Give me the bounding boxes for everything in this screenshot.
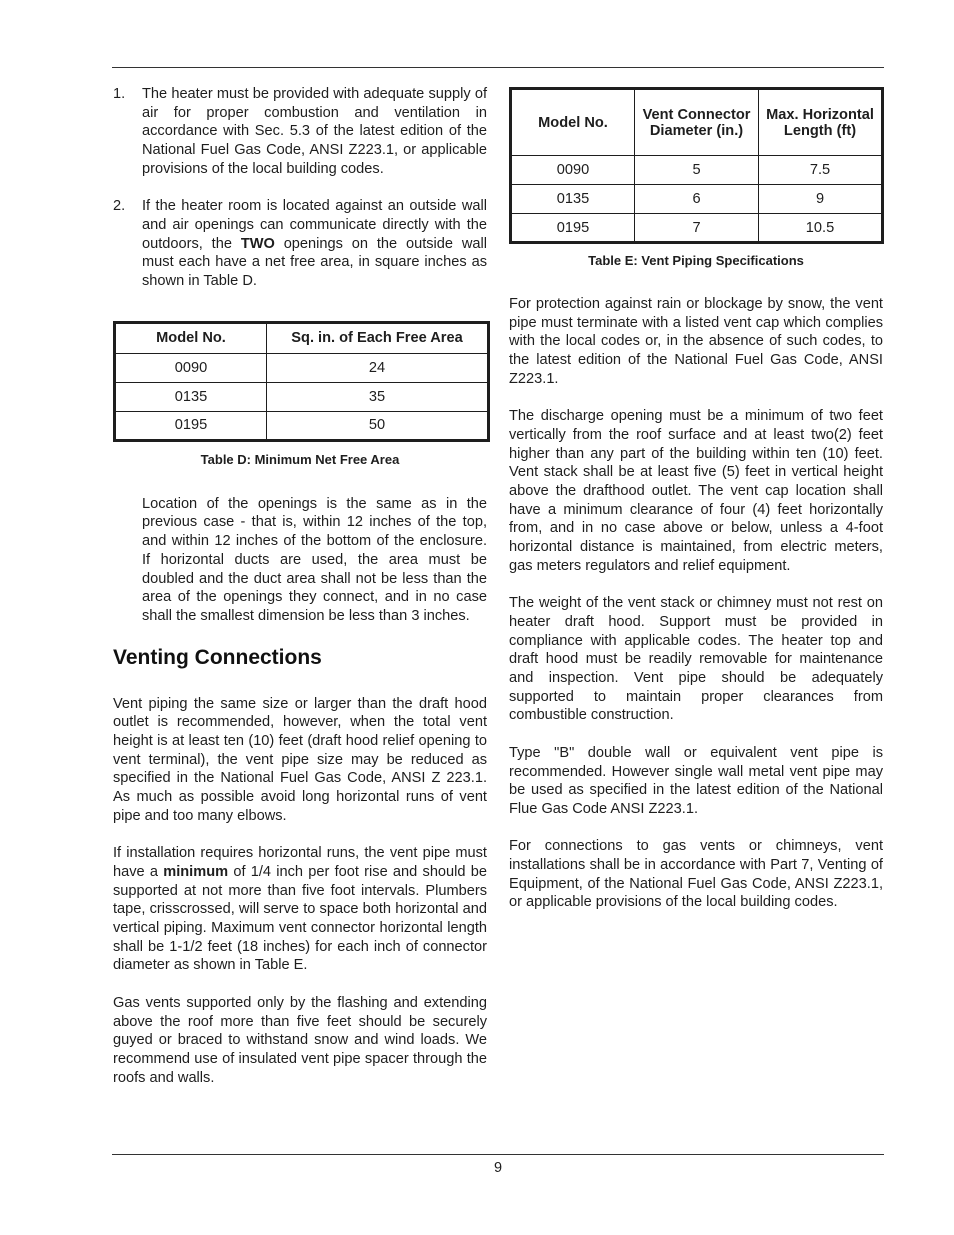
table-e-header-diameter: Vent Connector Diameter (in.) <box>635 89 759 156</box>
table-e-cell: 10.5 <box>759 214 883 243</box>
table-d <box>113 321 490 442</box>
right-paragraph-3: The weight of the vent stack or chimney must not rest on heater draft hood. Support must be provided in compliance with applicable codes. The heater top and draft hood must be readily removable for maintenance and inspection. Vent pipe should be adequately supported to maintain proper clearances from combustible construction. <box>509 595 883 724</box>
table-e-cell: 6 <box>635 185 759 214</box>
footer-rule <box>112 1154 884 1155</box>
table-e-caption: Table E: Vent Piping Specifications <box>588 253 804 268</box>
right-paragraph-1: For protection against rain or blockage by snow, the vent pipe must terminate with a listed vent cap which complies with the local codes or, in the absence of such codes, to the latest edition of the National Fuel Gas Code, ANSI Z223.1. <box>509 296 883 387</box>
table-row <box>511 156 883 185</box>
right-paragraph-2: The discharge opening must be a minimum of two feet vertically from the roof surface and at least two(2) feet higher than any part of the building within ten (10) feet. Vent stack shall be at least five (5) feet in vertical height above the drafthood outlet. The vent cap location shall have a minimum clearance of four (4) feet horizontally from, and in no case above or below, unless a 4-foot horizontal distance is maintained, from electric meters, gas meters regulators and relief equipment. <box>509 408 883 574</box>
table-d-cell: 0135 <box>115 382 267 411</box>
right-column <box>509 87 883 912</box>
venting-paragraph-2a: If installation requires horizontal runs, the vent pipe must have a <box>113 845 487 880</box>
table-d-cell: 24 <box>267 353 489 382</box>
page-number: 9 <box>493 1160 503 1176</box>
table-d-cell: 35 <box>267 382 489 411</box>
right-paragraph-4: Type "B" double wall or equivalent vent pipe is recommended. However single wall metal vent pipe may be used as specified in the latest edition of the National Flue Gas Code ANSI Z223.1. <box>509 744 883 817</box>
table-d-cell: 0195 <box>115 411 267 440</box>
table-e-cell: 7.5 <box>759 156 883 185</box>
venting-paragraph-2b: of 1/4 inch per foot rise and should be supported at not more than five foot intervals. Plumbers tape, crisscrossed, will serve to space both horizontal and vertical piping. Maximum vent connector horizontal length shall be 1-1/2 feet (18 inches) for each inch of connector diameter as shown in Table E. <box>113 863 487 974</box>
table-e-header-row <box>511 89 883 156</box>
table-d-caption: Table D: Minimum Net Free Area <box>200 451 400 467</box>
table-e-cell: 9 <box>759 185 883 214</box>
table-e-header-model: Model No. <box>511 89 635 156</box>
table-e <box>509 87 884 244</box>
list-item-2 <box>113 197 487 291</box>
table-d-cell: 0090 <box>115 353 267 382</box>
table-e-cell: 5 <box>635 156 759 185</box>
table-e-header-length: Max. Horizontal Length (ft) <box>759 89 883 156</box>
table-d-header-area: Sq. in. of Each Free Area <box>267 322 489 353</box>
table-row <box>511 214 883 243</box>
table-d-header-row <box>115 322 489 353</box>
table-d-header-model: Model No. <box>115 322 267 353</box>
list-text-1: The heater must be provided with adequate supply of air for proper combustion and ventilation in accordance with Sec. 5.3 of the latest edition of the National Fuel Gas Code, ANSI Z223.1, or applicable provisions of the local building codes. <box>142 86 487 177</box>
table-e-cell: 0135 <box>511 185 635 214</box>
table-e-cell: 0090 <box>511 156 635 185</box>
venting-paragraph-3: Gas vents supported only by the flashing and extending above the roof more than five feet should be securely guyed or braced to withstand snow and wind loads. We recommend use of insulated vent pipe spacer through the roofs and walls. <box>113 994 487 1086</box>
table-e-cell: 7 <box>635 214 759 243</box>
list-text-2a: If the heater room is located against an outside wall and air openings can communicate directly with the outdoors, the <box>142 198 487 252</box>
header-rule <box>112 67 884 68</box>
table-row <box>511 185 883 214</box>
list-number-2: 2. <box>113 198 126 215</box>
location-paragraph: Location of the openings is the same as in the previous case - that is, within 12 inches of the top, and within 12 inches of the bottom of the enclosure. If horizontal ducts are used, the area must be doubled and the duct area shall not be less than the area of the openings they connect, and in no case shall the smallest dimension be less than 3 inches. <box>142 495 487 624</box>
venting-paragraph-1: Vent piping the same size or larger than the draft hood outlet is recommended, however, when the total vent height is at least ten (10) feet (draft hood relief opening to vent terminal), the vent pipe size may be reduced as specified in the National Fuel Gas Code, ANSI Z 223.1. As much as possible avoid long horizontal runs of vent pipe and too many elbows. <box>113 695 487 824</box>
list-text-2-bold: TWO <box>240 235 275 252</box>
left-column <box>113 85 487 1087</box>
table-row <box>115 411 489 440</box>
venting-paragraph-2-bold: minimum <box>163 863 229 880</box>
section-heading: Venting Connections <box>113 645 322 669</box>
list-item-1 <box>113 85 487 179</box>
venting-paragraph-2 <box>113 844 487 975</box>
table-e-cell: 0195 <box>511 214 635 243</box>
list-text-2b: openings on the outside wall must each have a net free area, in square inches as shown in Table D. <box>142 235 487 290</box>
table-row <box>115 382 489 411</box>
table-row <box>115 353 489 382</box>
right-paragraph-5: For connections to gas vents or chimneys, vent installations shall be in accordance with Part 7, Venting of Equipment, of the National Fuel Gas Code, ANSI Z223.1, or applicable provisions of the local building codes. <box>509 838 883 911</box>
list-number-1: 1. <box>113 86 126 102</box>
table-d-cell: 50 <box>267 411 489 440</box>
